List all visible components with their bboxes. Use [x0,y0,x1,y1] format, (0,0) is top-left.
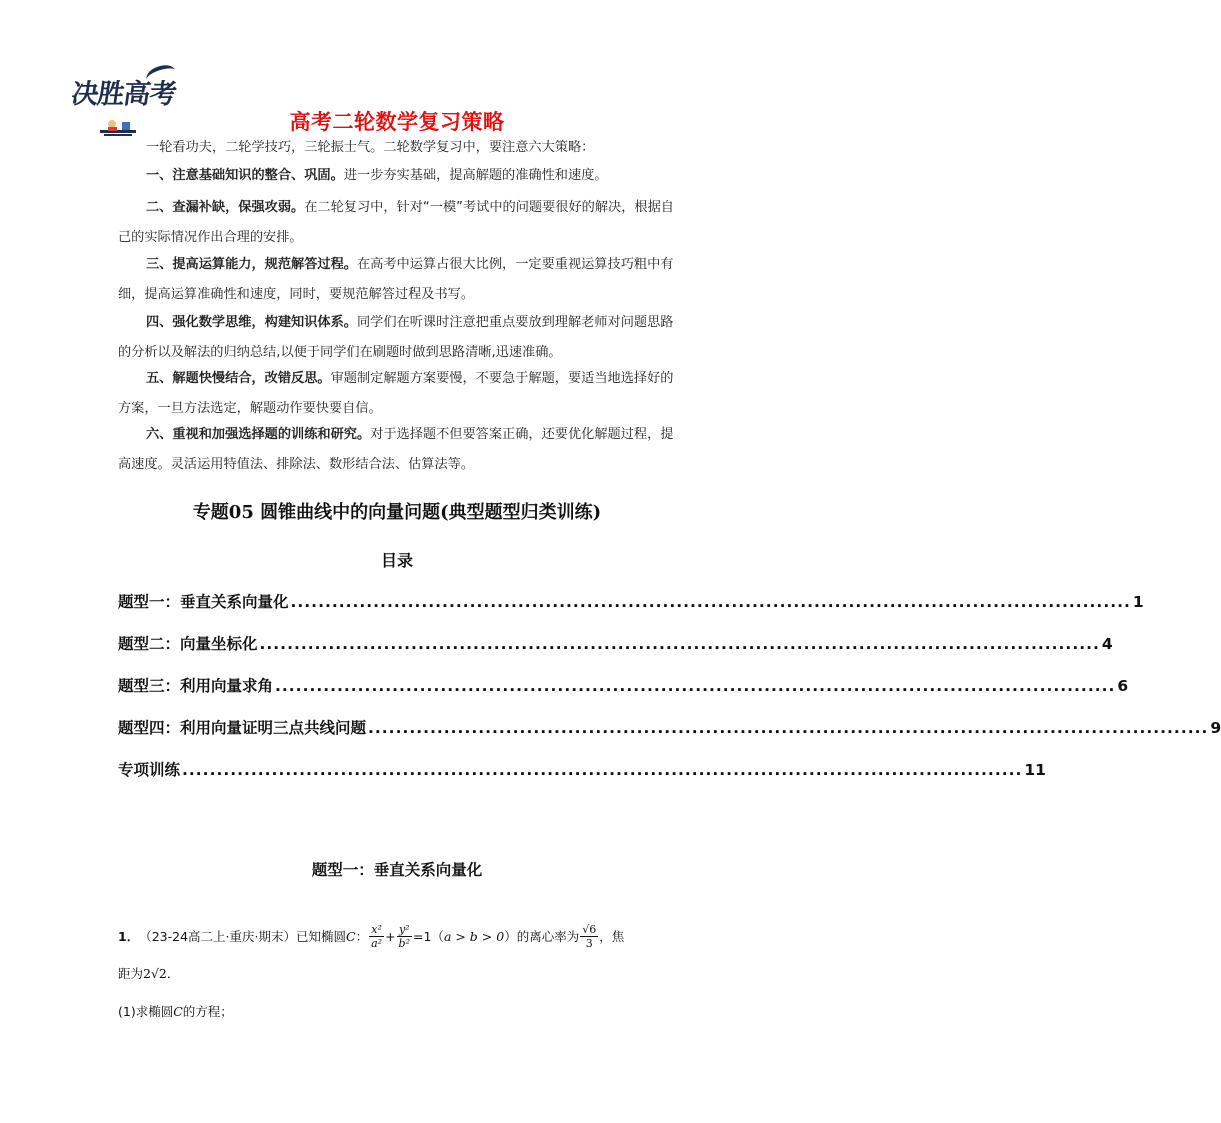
strategy-body: 审题制定解题方案要慢，不要急于解题，要适当地选择好的方案，一旦方法选定，解题动作要快要自信。 [118,371,674,416]
denominator: a² [371,936,383,950]
fraction-x [369,923,384,950]
strategy-4 [118,308,678,368]
section-heading: 题型一：垂直关系向量化 [311,860,483,879]
toc-heading: 目录 [380,551,413,570]
condition: a > b > 0 [443,928,505,944]
strategy-1 [118,161,678,191]
toc-item[interactable] [118,590,1144,632]
toc-item[interactable] [118,674,1129,716]
strategy-lead: 三、提高运算能力，规范解答过程。 [146,257,357,272]
numerator: y² [398,922,410,936]
strategy-2 [118,193,678,253]
plus-sign: + [385,928,396,944]
question-source: （23-24高二上·重庆·期末） [139,929,296,944]
ellipse-var: C [173,1004,183,1019]
focal-distance: 2√2 [143,966,167,981]
question-line [118,912,678,960]
question-line [118,964,179,982]
strategy-lead: 一、注意基础知识的整合、巩固。 [146,168,344,183]
toc-item-page: 9 [1210,719,1221,737]
strategy-body: 同学们在听课时注意把重点要放到理解老师对问题思路的分析以及解法的归纳总结,以便于同学们在刷题时做到思路清晰,迅速准确。 [118,315,674,360]
toc-item-page: 11 [1024,761,1046,779]
topic-title: 专题05 圆锥曲线中的向量问题(典型题型归类训练) [192,502,602,523]
toc-leader: .......................................................................................................................... [259,635,1100,653]
strategy-5 [118,364,678,424]
numerator: x² [371,922,382,936]
toc-item-label: 题型二：向量坐标化 [118,635,258,653]
strategy-lead: 二、查漏补缺，保强攻弱。 [146,200,305,215]
question-text: 的方程； [182,1004,233,1019]
colon: ： [355,929,369,944]
toc-item-label: 专项训练 [118,761,181,779]
question-part-1 [118,1002,233,1020]
strategy-lead: 四、强化数学思维，构建知识体系。 [146,315,357,330]
question-1 [118,912,678,1019]
question-text: 距为 [118,966,144,981]
question-text: ，焦 [599,929,625,944]
denominator: 3 [585,936,593,950]
denominator: b² [398,936,410,950]
logo-text: 决胜高考 [69,79,178,110]
ellipse-var: C [346,928,356,944]
toc-item-label: 题型一：垂直关系向量化 [118,593,289,611]
strategy-6 [118,420,678,480]
toc-leader: .......................................................................................................................... [290,593,1131,611]
numerator: √6 [582,922,597,936]
fraction-y [397,923,412,950]
strategy-3 [118,250,678,310]
toc-item[interactable] [118,632,1113,674]
question-number: 1． [118,929,140,944]
toc-item[interactable] [118,716,1221,758]
intro-paragraph: 一轮看功夫，二轮学技巧，三轮振士气。二轮数学复习中，要注意六大策略： [146,140,595,155]
question-text: ）的离心率为 [504,929,580,944]
strategy-body: 进一步夯实基础，提高解题的准确性和速度。 [343,168,608,183]
strategy-lead: 五、解题快慢结合，改错反思。 [146,371,331,386]
fraction-eccentricity [580,923,598,950]
strategy-lead: 六、重视和加强选择题的训练和研究。 [146,427,371,442]
strategy-body: 在高考中运算占很大比例，一定要重视运算技巧粗中有细，提高运算准确性和速度，同时，要规范解答过程及书写。 [118,257,674,302]
question-text: (1)求椭圆 [118,1004,174,1019]
toc-leader: .......................................................................................................................... [275,677,1116,695]
page-title: 高考二轮数学复习策略 [289,110,505,134]
toc-leader: .......................................................................................................................... [182,761,1023,779]
toc-item-label: 题型四：利用向量证明三点共线问题 [118,719,367,737]
toc-item-page: 6 [1117,677,1129,695]
toc-item-label: 题型三：利用向量求角 [118,677,274,695]
toc-leader: .......................................................................................................................... [368,719,1209,737]
toc-item[interactable] [118,758,1046,800]
toc-item-page: 4 [1101,635,1113,653]
toc-item-page: 1 [1132,593,1144,611]
strategy-body: 在二轮复习中，针对“一模”考试中的问题要很好的解决，根据自己的实际情况作出合理的安排。 [118,200,674,245]
question-text: ． [166,966,180,981]
table-of-contents [118,590,1221,800]
question-text: 已知椭圆 [295,929,346,944]
equals-text: =1（ [413,929,444,944]
strategy-body: 对于选择题不但要答案正确，还要优化解题过程，提高速度。灵活运用特值法、排除法、数形结合法、估算法等。 [118,427,674,472]
